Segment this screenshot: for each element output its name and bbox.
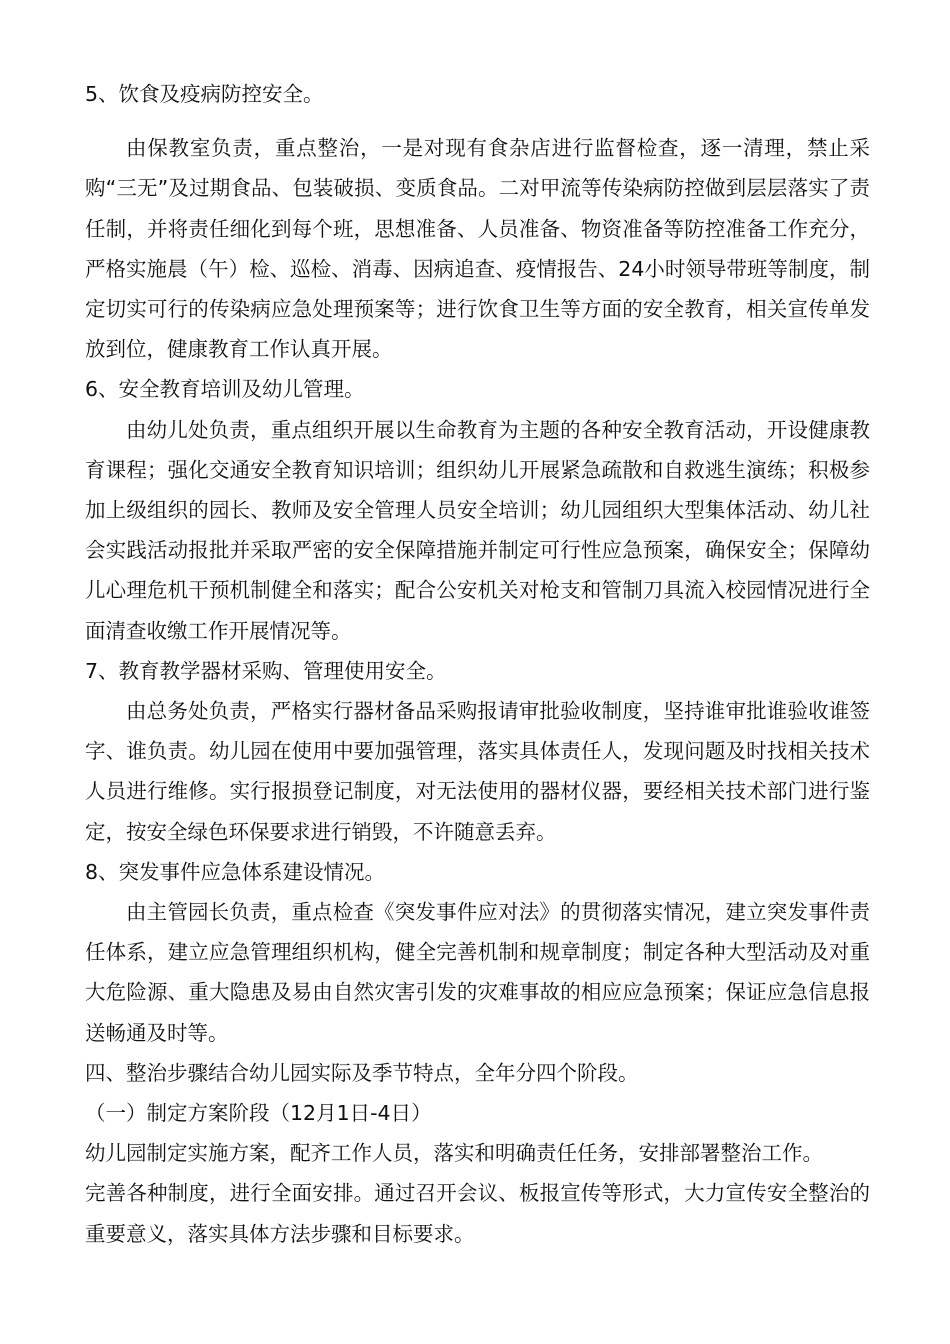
section-heading-6: 6、安全教育培训及幼儿管理。 [85,377,365,402]
paragraph-food-epidemic: 由保教室负责，重点整治，一是对现有食杂店进行监督检查，逐一清理，禁止采购“三无”及过期食品、包装破损、变质食品。二对甲流等传染病防控做到层层落实了责任制，并将责任细化到每个班，思想准备、人员准备、物资准备等防控准备工作充分，严格实施晨（午）检、巡检、消毒、因病追查、疫情报告、24小时领导带班等制度，制定切实可行的传染病应急处理预案等；进行饮食卫生等方面的安全教育，相关宣传单发放到位，健康教育工作认真开展。 [85,136,870,362]
section-heading-4: 四、整治步骤结合幼儿园实际及季节特点，全年分四个阶段。 [85,1060,639,1085]
paragraph-emergency: 由主管园长负责，重点检查《突发事件应对法》的贯彻落实情况，建立突发事件责任体系，建立应急管理组织机构，健全完善机制和规章制度；制定各种大型活动及对重大危险源、重大隐患及易由自然灾害引发的灾难事故的相应应急预案；保证应急信息报送畅通及时等。 [85,900,870,1045]
paragraph-safety-education: 由幼儿处负责，重点组织开展以生命教育为主题的各种安全教育活动，开设健康教育课程；强化交通安全教育知识培训；组织幼儿开展紧急疏散和自救逃生演练；积极参加上级组织的园长、教师及安全管理人员安全培训；幼儿园组织大型集体活动、幼儿社会实践活动报批并采取严密的安全保障措施并制定可行性应急预案，确保安全；保障幼儿心理危机干预机制健全和落实；配合公安机关对枪支和管制刀具流入校园情况进行全面清查收缴工作开展情况等。 [85,417,870,643]
section-heading-7: 7、教育教学器材采购、管理使用安全。 [85,658,447,683]
section-heading-8: 8、突发事件应急体系建设情况。 [85,859,386,884]
paragraph-plan-2: 完善各种制度，进行全面安排。通过召开会议、板报宣传等形式，大力宣传安全整治的重要意义，落实具体方法步骤和目标要求。 [85,1181,870,1246]
paragraph-plan-1: 幼儿园制定实施方案，配齐工作人员，落实和明确责任任务，安排部署整治工作。 [85,1141,823,1166]
document-page [85,74,870,1254]
section-heading-5: 5、饮食及疫病防控安全。 [85,82,324,106]
paragraph-equipment: 由总务处负责，严格实行器材备品采购报请审批验收制度，坚持谁审批谁验收谁签字、谁负责。幼儿园在使用中要加强管理，落实具体责任人，发现问题及时找相关技术人员进行维修。实行报损登记制度，对无法使用的器材仪器，要经相关技术部门进行鉴定，按安全绿色环保要求进行销毁，不许随意丢弃。 [85,699,870,844]
subsection-heading-1: （一）制定方案阶段（12月1日-4日） [85,1101,432,1126]
